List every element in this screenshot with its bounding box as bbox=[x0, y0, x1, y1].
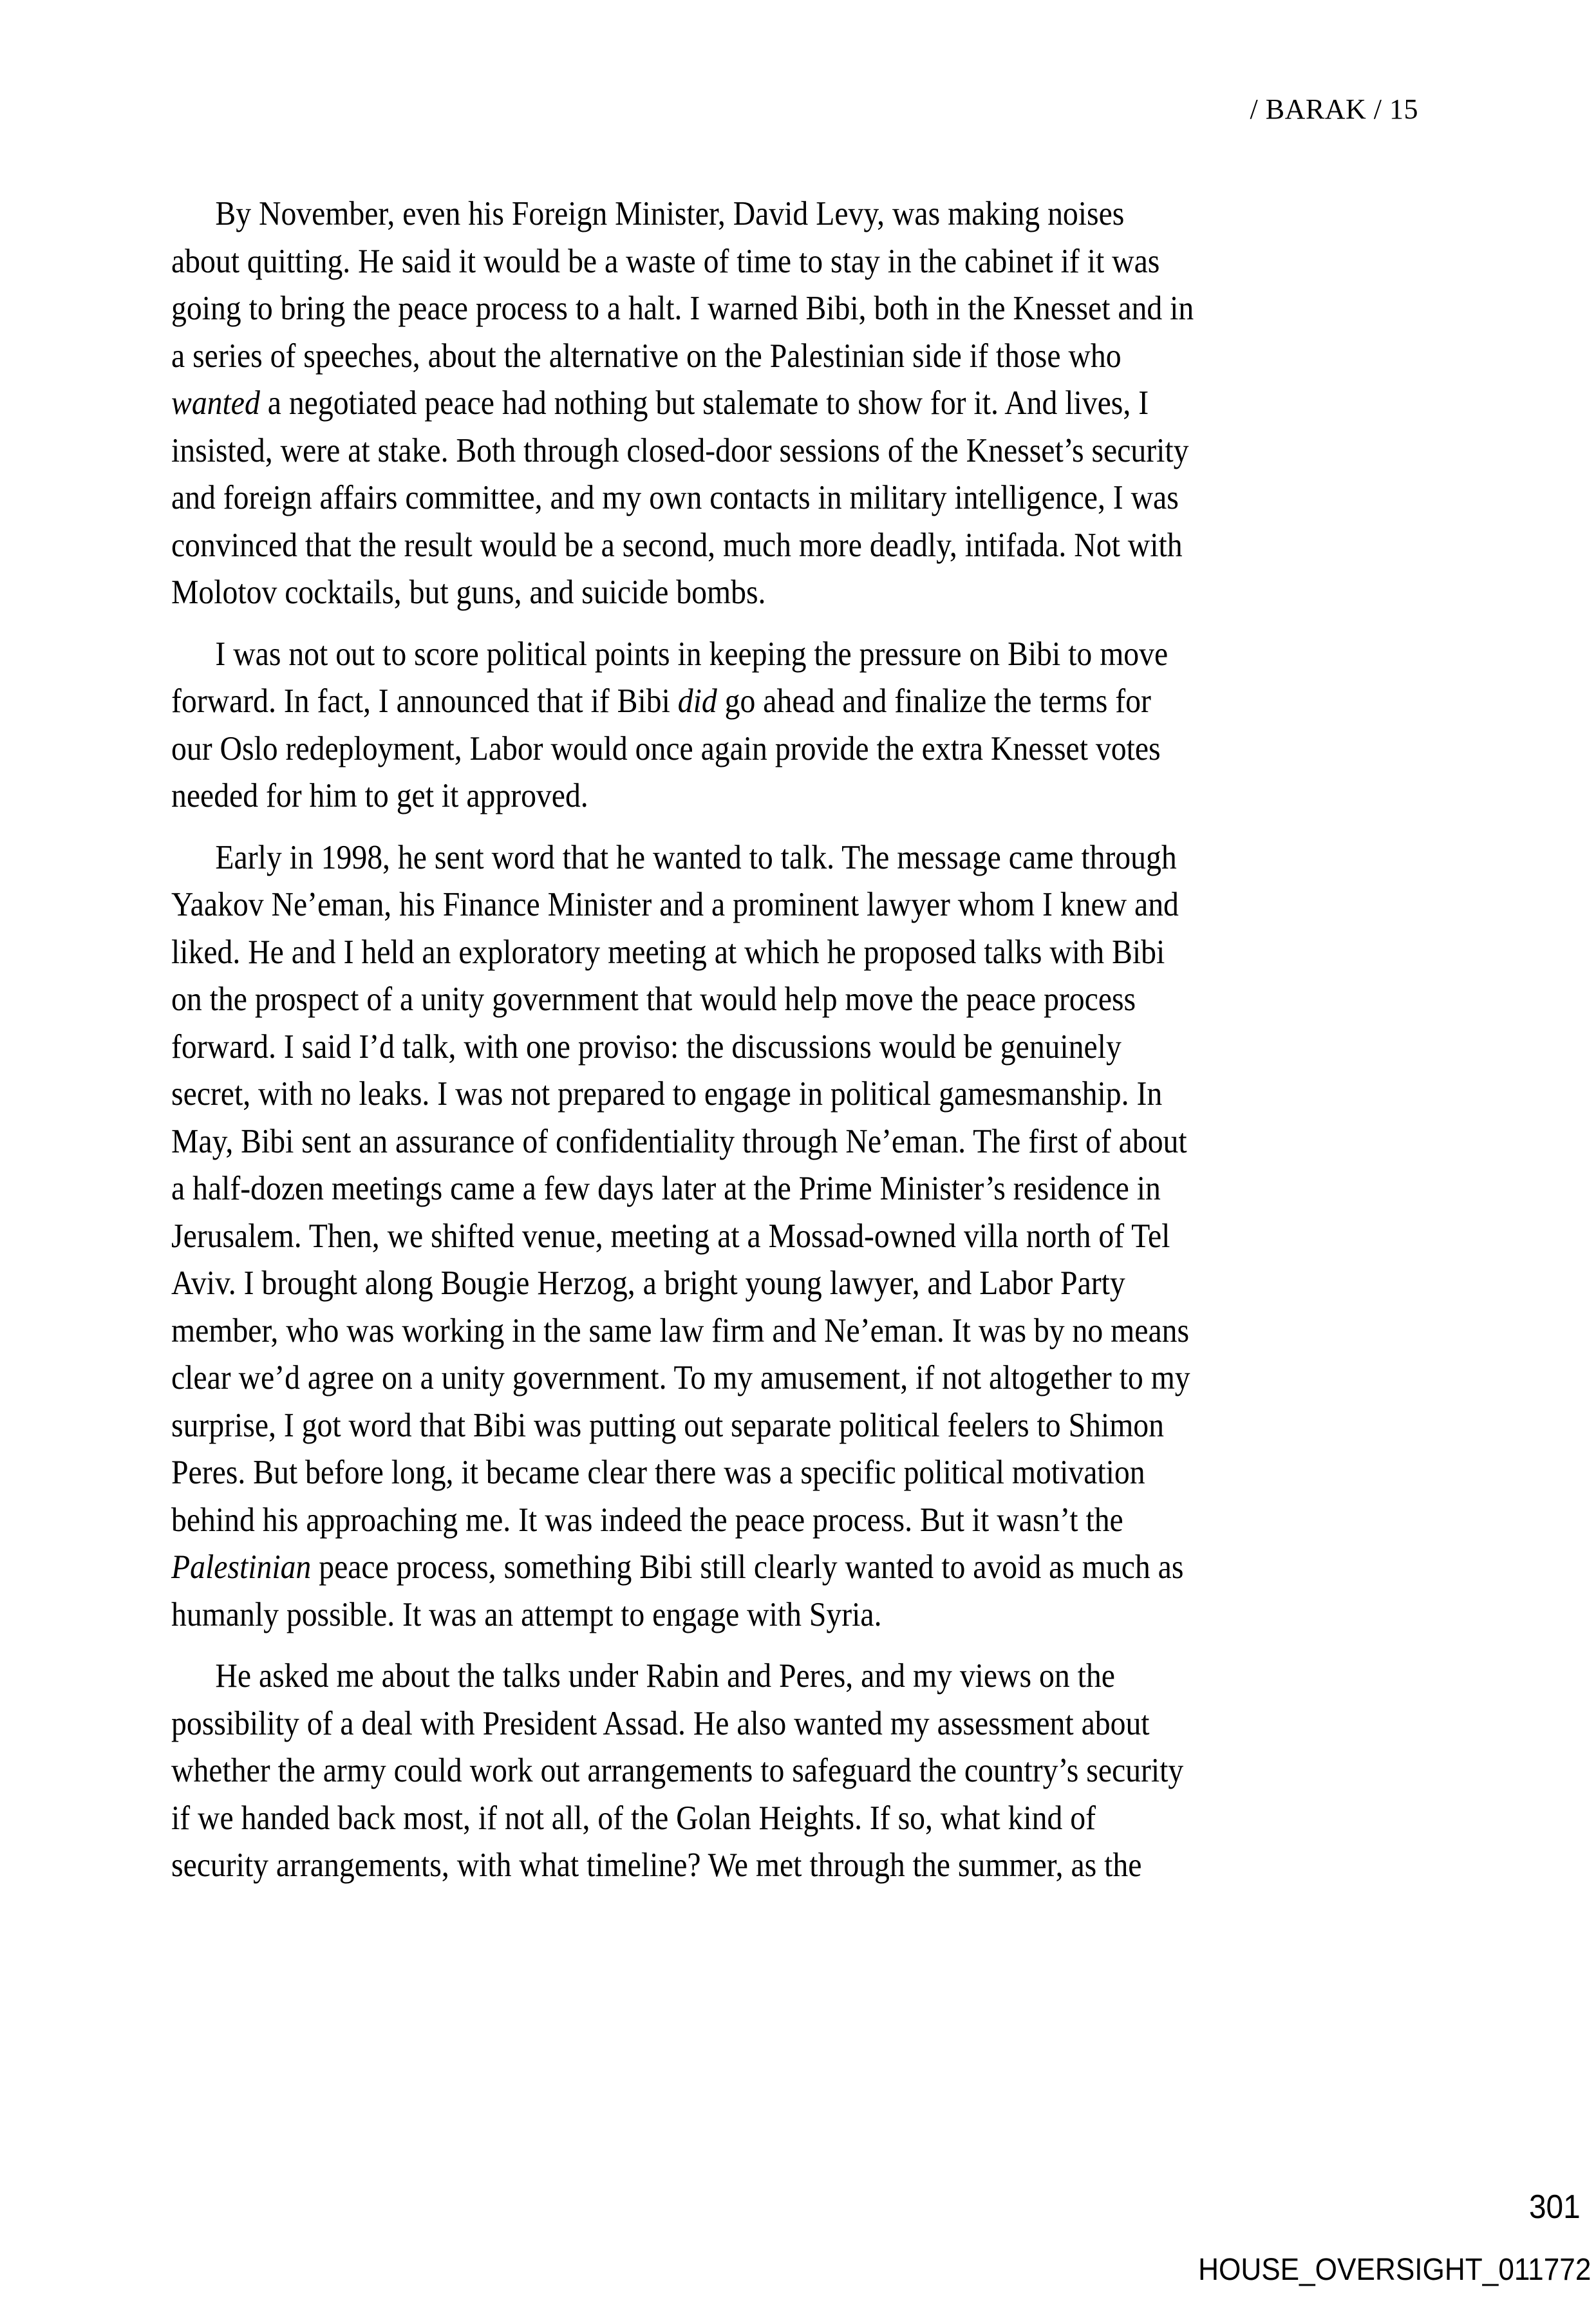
text-line bbox=[171, 1071, 1446, 1118]
text-line bbox=[171, 569, 1446, 617]
text-segment: possibility of a deal with President Assad. He also wanted my assessment about bbox=[171, 1704, 1150, 1742]
text-segment: By November, even his Foreign Minister, David Levy, was making noises bbox=[215, 195, 1125, 232]
text-segment: whether the army could work out arrangements to safeguard the country’s security bbox=[171, 1752, 1184, 1789]
text-line bbox=[171, 1592, 1446, 1639]
text-segment: Early in 1998, he sent word that he wanted to talk. The message came through bbox=[215, 838, 1177, 876]
text-line bbox=[171, 1024, 1446, 1071]
text-segment: our Oslo redeployment, Labor would once again provide the extra Knesset votes bbox=[171, 729, 1161, 767]
text-line bbox=[171, 1165, 1446, 1213]
text-segment: needed for him to get it approved. bbox=[171, 777, 588, 814]
italic-text: did bbox=[677, 682, 717, 720]
text-segment: going to bring the peace process to a halt. I warned Bibi, both in the Knesset and in bbox=[171, 290, 1194, 327]
text-line bbox=[171, 285, 1446, 333]
paragraph bbox=[171, 191, 1485, 617]
running-header: / BARAK / 15 bbox=[1250, 93, 1418, 125]
body-text bbox=[171, 191, 1485, 1904]
text-segment: clear we’d agree on a unity government. To my amusement, if not altogether to my bbox=[171, 1359, 1190, 1396]
text-segment: go ahead and finalize the terms for bbox=[717, 682, 1151, 720]
text-line bbox=[171, 678, 1446, 726]
text-segment: humanly possible. It was an attempt to engage with Syria. bbox=[171, 1595, 882, 1633]
text-line bbox=[171, 522, 1446, 570]
text-line bbox=[171, 428, 1446, 475]
paragraph bbox=[171, 834, 1485, 1639]
text-segment: He asked me about the talks under Rabin and Peres, and my views on the bbox=[215, 1657, 1115, 1695]
text-line bbox=[171, 1747, 1446, 1795]
text-segment: behind his approaching me. It was indeed the peace process. But it wasn’t the bbox=[171, 1501, 1123, 1539]
text-segment: forward. I said I’d talk, with one proviso: the discussions would be genuinely bbox=[171, 1028, 1122, 1066]
text-line bbox=[171, 191, 1490, 238]
text-segment: insisted, were at stake. Both through closed-door sessions of the Knesset’s security bbox=[171, 431, 1189, 469]
text-line bbox=[171, 1260, 1446, 1308]
text-segment: a series of speeches, about the alternative on the Palestinian side if those who bbox=[171, 337, 1122, 375]
page-number: 301 bbox=[1529, 2188, 1581, 2226]
text-segment: I was not out to score political points in keeping the pressure on Bibi to move bbox=[215, 635, 1169, 673]
text-segment: if we handed back most, if not all, of the Golan Heights. If so, what kind of bbox=[171, 1799, 1096, 1837]
text-line bbox=[171, 333, 1446, 381]
text-line bbox=[171, 726, 1446, 773]
text-line bbox=[171, 238, 1446, 286]
text-line bbox=[171, 881, 1446, 929]
text-line bbox=[171, 1449, 1446, 1497]
text-line bbox=[171, 1308, 1446, 1355]
text-line bbox=[171, 773, 1446, 820]
text-segment: a negotiated peace had nothing but stalemate to show for it. And lives, I bbox=[259, 384, 1149, 422]
text-line bbox=[171, 1795, 1446, 1843]
text-line bbox=[171, 380, 1446, 428]
text-segment: Aviv. I brought along Bougie Herzog, a bright young lawyer, and Labor Party bbox=[171, 1264, 1125, 1302]
text-line bbox=[171, 929, 1446, 977]
text-segment: and foreign affairs committee, and my own contacts in military intelligence, I was bbox=[171, 479, 1179, 516]
text-segment: peace process, something Bibi still clearly wanted to avoid as much as bbox=[311, 1548, 1184, 1586]
bates-stamp: HOUSE_OVERSIGHT_011772 bbox=[1197, 2253, 1591, 2287]
text-segment: liked. He and I held an exploratory meeting at which he proposed talks with Bibi bbox=[171, 933, 1165, 971]
text-segment: about quitting. He said it would be a waste of time to stay in the cabinet if it was bbox=[171, 242, 1160, 280]
paragraph bbox=[171, 631, 1485, 820]
text-line bbox=[171, 1842, 1446, 1890]
text-segment: Jerusalem. Then, we shifted venue, meeting at a Mossad-owned villa north of Tel bbox=[171, 1217, 1170, 1255]
text-segment: Peres. But before long, it became clear there was a specific political motivation bbox=[171, 1454, 1145, 1491]
text-segment: member, who was working in the same law firm and Ne’eman. It was by no means bbox=[171, 1311, 1190, 1349]
text-segment: convinced that the result would be a second, much more deadly, intifada. Not with bbox=[171, 526, 1183, 564]
text-segment: Molotov cocktails, but guns, and suicide bombs. bbox=[171, 574, 766, 611]
text-line bbox=[171, 1402, 1446, 1450]
text-segment: on the prospect of a unity government that would help move the peace process bbox=[171, 981, 1136, 1018]
text-segment: security arrangements, with what timeline? We met through the summer, as the bbox=[171, 1847, 1142, 1884]
text-segment: a half-dozen meetings came a few days later at the Prime Minister’s residence in bbox=[171, 1170, 1161, 1207]
text-line bbox=[171, 475, 1446, 522]
text-segment: surprise, I got word that Bibi was putting out separate political feelers to Shimon bbox=[171, 1406, 1165, 1444]
italic-text: wanted bbox=[171, 384, 260, 422]
italic-text: Palestinian bbox=[171, 1548, 312, 1586]
text-line bbox=[171, 631, 1490, 679]
text-line bbox=[171, 1355, 1446, 1402]
text-segment: Yaakov Ne’eman, his Finance Minister and a prominent lawyer whom I knew and bbox=[171, 886, 1179, 923]
text-segment: forward. In fact, I announced that if Bibi bbox=[171, 682, 678, 720]
text-line bbox=[171, 1544, 1446, 1592]
text-line bbox=[171, 976, 1446, 1024]
text-segment: May, Bibi sent an assurance of confidentiality through Ne’eman. The first of about bbox=[171, 1122, 1187, 1160]
text-segment: secret, with no leaks. I was not prepared to engage in political gamesmanship. In bbox=[171, 1075, 1163, 1113]
text-line bbox=[171, 1118, 1446, 1166]
text-line bbox=[171, 834, 1490, 882]
text-line bbox=[171, 1653, 1490, 1700]
text-line bbox=[171, 1213, 1446, 1261]
text-line bbox=[171, 1497, 1446, 1545]
paragraph bbox=[171, 1653, 1485, 1890]
text-line bbox=[171, 1700, 1446, 1748]
